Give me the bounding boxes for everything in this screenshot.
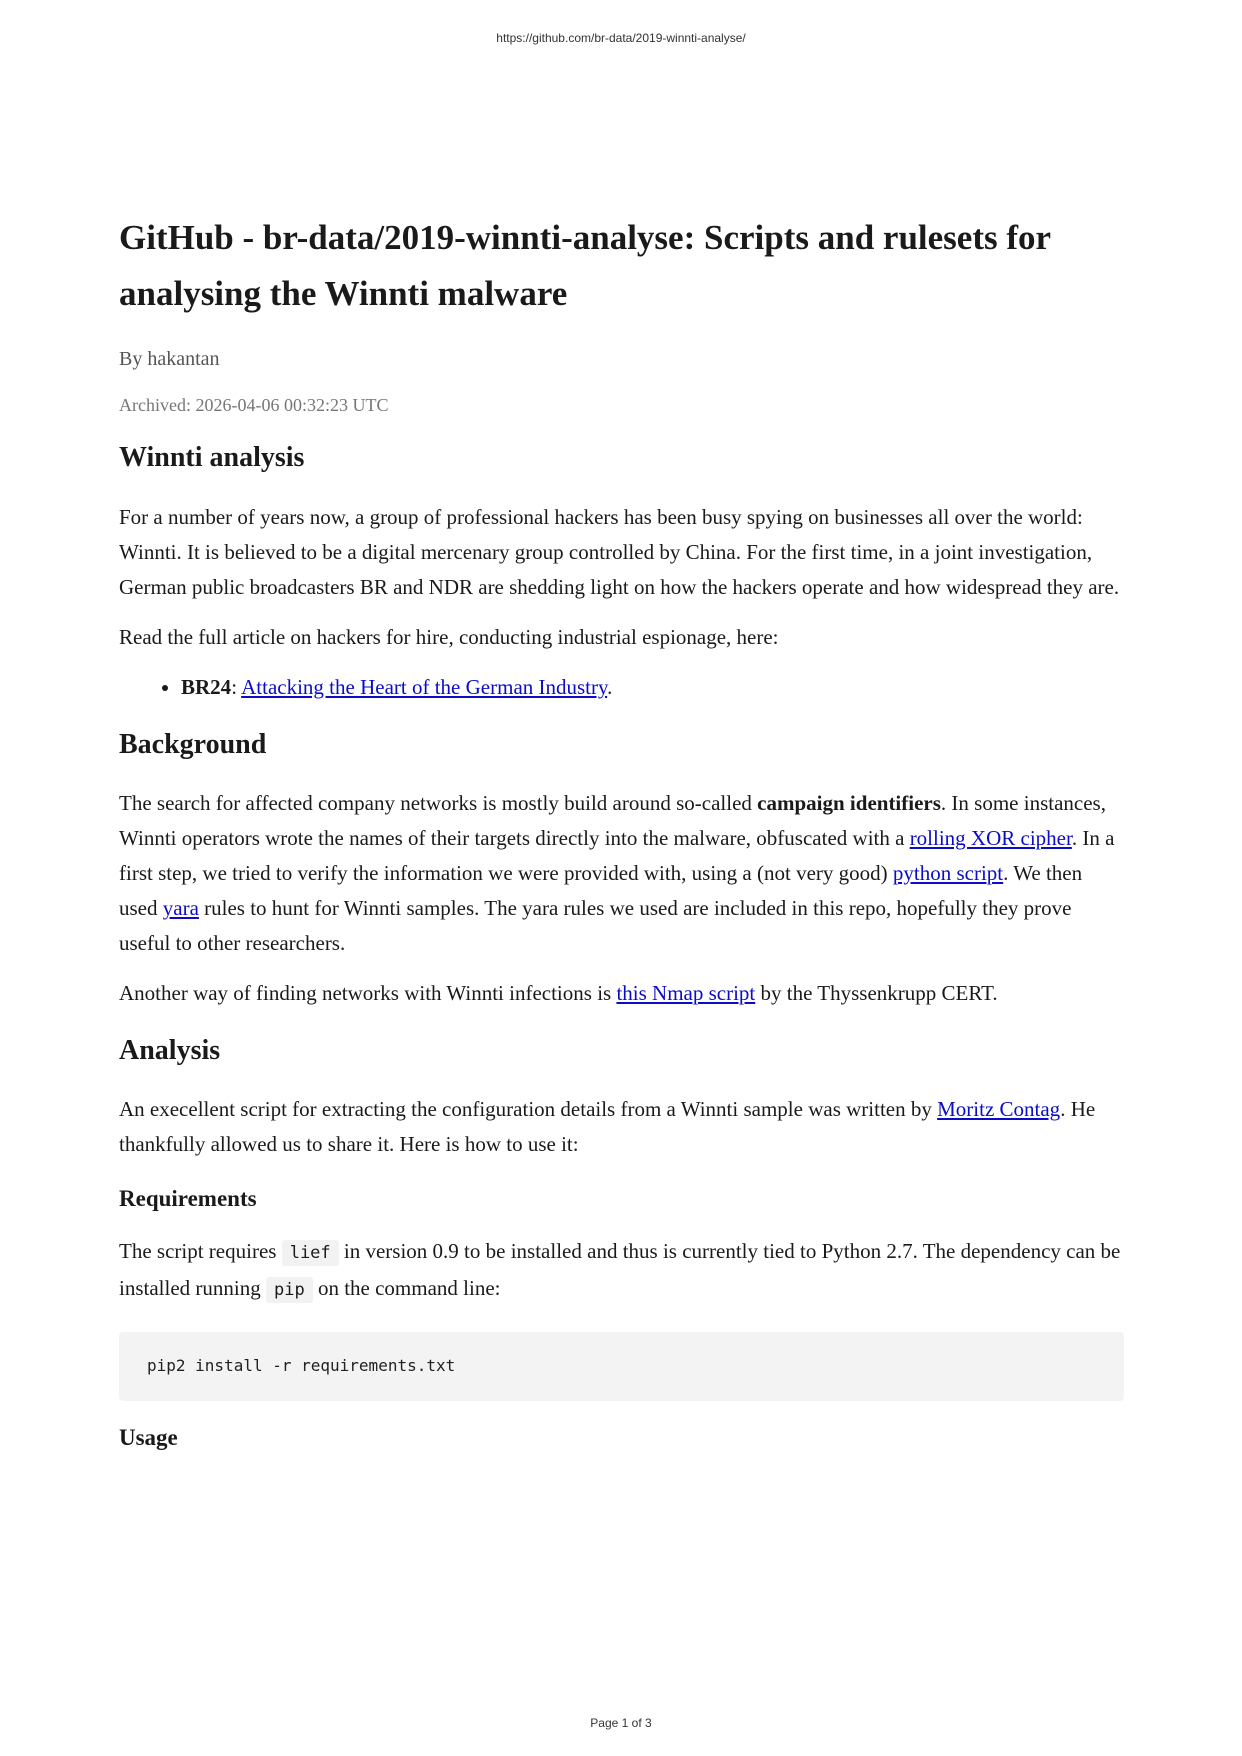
python-script-link[interactable]: python script [892, 861, 1004, 885]
heading-requirements: Requirements [119, 1186, 257, 1211]
article-link-list [119, 670, 1124, 705]
moritz-contag-link[interactable]: Moritz Contag [937, 1097, 1061, 1121]
heading-winnti-analysis: Winnti analysis [119, 442, 305, 473]
code-block: pip2 install -r requirements.txt [119, 1332, 1124, 1401]
intro-paragraph: For a number of years now, a group of professional hackers has been busy spying on businesses all over the world: Winnti. It is believed to be a digital mercenary group controlled by China. For the first time, in a joint investigation, German public broadcasters BR and NDR are shedding light on how the hackers operate and how widespread they are. [119, 505, 1120, 599]
nmap-script-link[interactable]: this Nmap script [616, 981, 756, 1005]
page-title: GitHub - br-data/2019-winnti-analyse: Scripts and rulesets for analysing the Winnti malware [119, 218, 1051, 313]
background-paragraph: The search for affected company networks is mostly build around so-called campaign identifiers. In some instances, Winnti operators wrote the names of their targets directly into the malware, obfuscated with a rolling XOR cipher. In a first step, we tried to verify the information we were provided with, using a (not very good) python script. We then used yara rules to hunt for Winnti samples. The yara rules we used are included in this repo, hopefully they prove useful to other researchers. [119, 791, 1115, 955]
page-url: https://github.com/br-data/2019-winnti-analyse/ [496, 31, 746, 45]
page-number: Page 1 of 3 [590, 1716, 652, 1730]
yara-link[interactable]: yara [162, 896, 199, 920]
list-item: • BR24: Attacking the Heart of the German Industry. [181, 670, 1124, 705]
nmap-paragraph: Another way of finding networks with Winnti infections is this Nmap script by the Thyssenkrupp CERT. [119, 981, 998, 1005]
analysis-paragraph: An execellent script for extracting the configuration details from a Winnti sample was written by Moritz Contag. He thankfully allowed us to share it. Here is how to use it: [119, 1097, 1096, 1156]
code-pip: pip [266, 1277, 313, 1303]
archived-timestamp: Archived: 2026-04-06 00:32:23 UTC [119, 395, 389, 415]
requirements-paragraph: The script requires lief in version 0.9 to be installed and thus is currently tied to Python 2.7. The dependency can be installed running pip on the command line: [119, 1234, 1124, 1308]
article-content [119, 210, 1124, 1453]
heading-background: Background [119, 729, 267, 760]
list-item-label: BR24 [181, 675, 232, 699]
read-more-paragraph: Read the full article on hackers for hire, conducting industrial espionage, here: [119, 625, 779, 649]
code-lief: lief [282, 1240, 339, 1266]
heading-usage: Usage [119, 1425, 178, 1450]
rolling-xor-link[interactable]: rolling XOR cipher [909, 826, 1072, 850]
campaign-identifiers-bold: campaign identifiers [757, 791, 941, 815]
byline: By hakantan [119, 348, 220, 370]
heading-analysis: Analysis [119, 1035, 221, 1066]
article-link[interactable]: Attacking the Heart of the German Industry [241, 675, 608, 699]
